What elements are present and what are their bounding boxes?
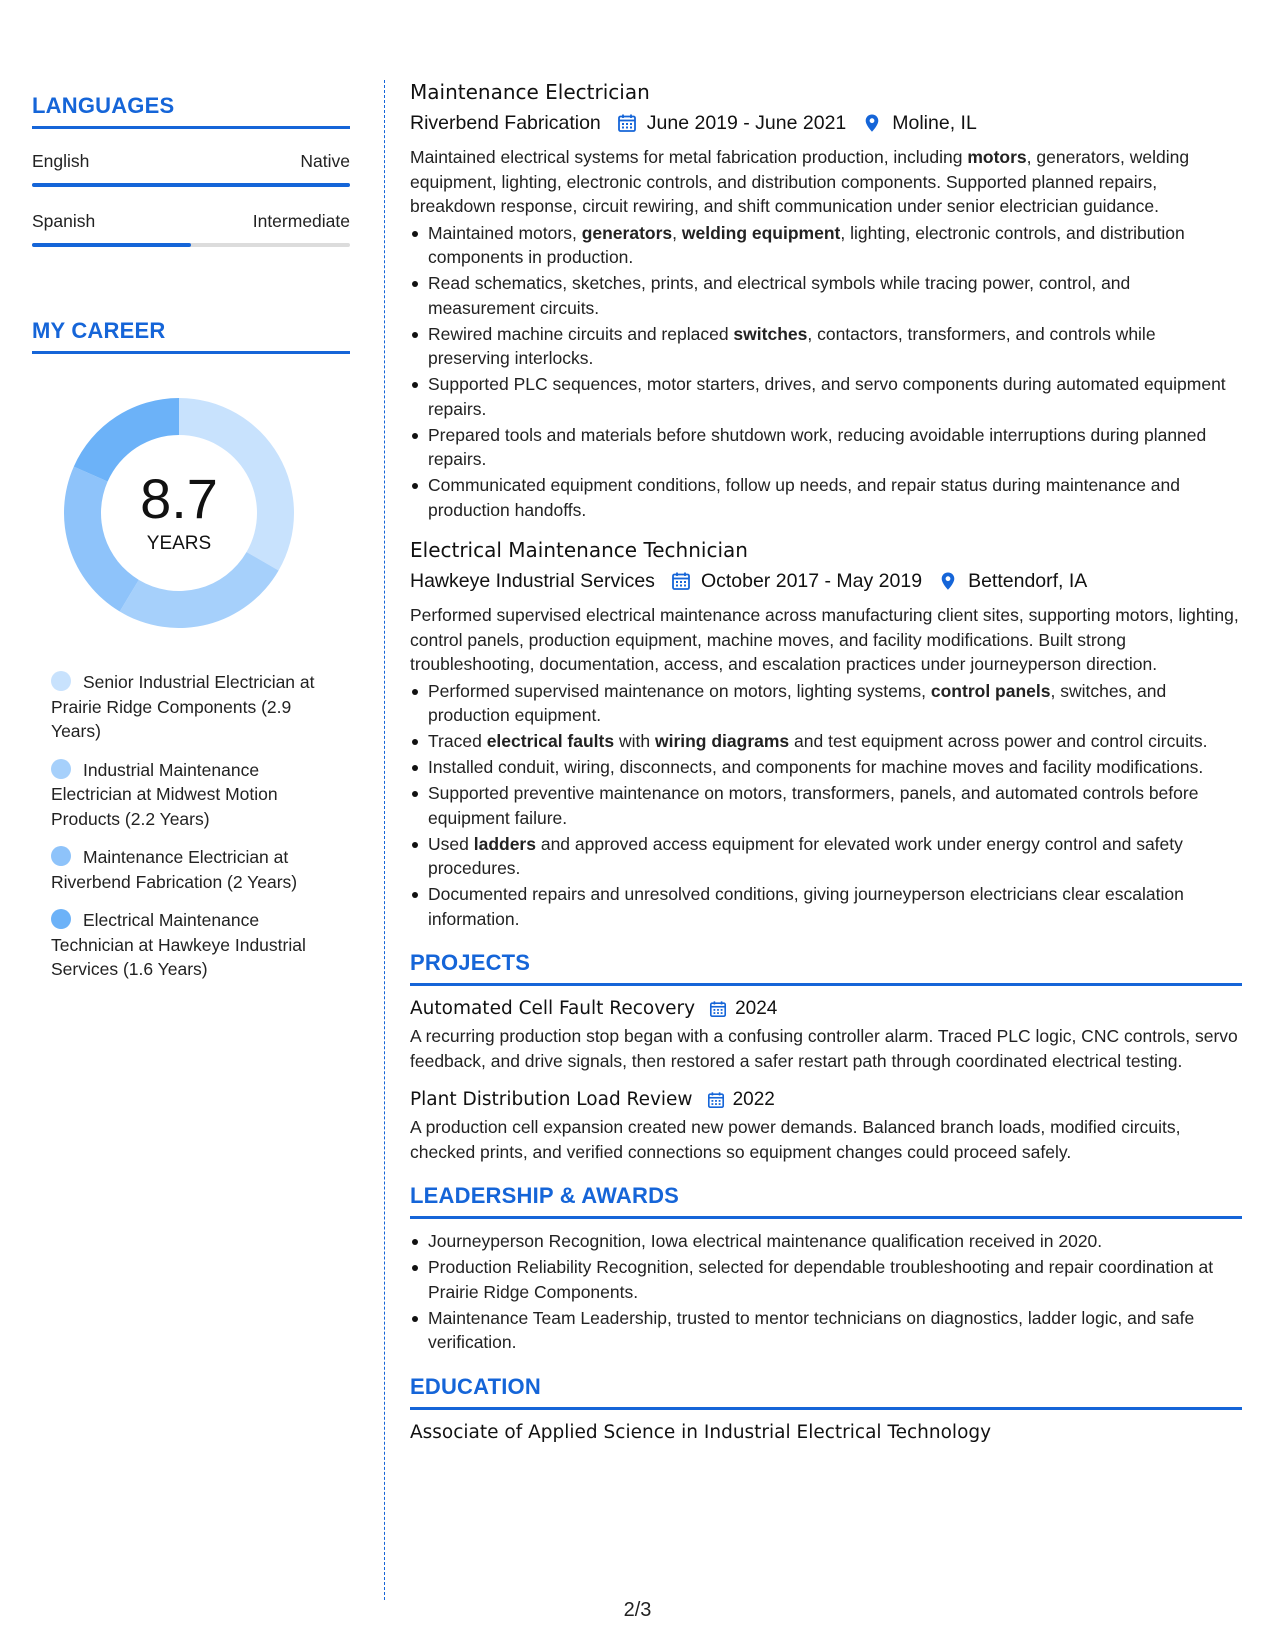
job-bullet: Used ladders and approved access equipment for elevated work under energy control and safety procedures.	[428, 832, 1242, 881]
career-legend-item	[51, 845, 331, 894]
career-legend-label: Senior Industrial Electrician at Prairie Ridge Components (2.9 Years)	[51, 672, 315, 741]
calendar-icon	[709, 1000, 727, 1018]
legend-dot-icon	[51, 909, 71, 929]
awards-section	[410, 1182, 1242, 1355]
job-bullet: Prepared tools and materials before shutdown work, reducing avoidable interruptions during planned repairs.	[428, 423, 1242, 472]
language-proficiency-fill	[32, 243, 191, 247]
language-item	[32, 149, 350, 187]
award-item: Journeyperson Recognition, Iowa electrical maintenance qualification received in 2020.	[428, 1229, 1242, 1254]
calendar-icon	[707, 1091, 725, 1109]
job-title: Maintenance Electrician	[410, 80, 650, 104]
project-item	[410, 996, 1242, 1073]
calendar-icon	[617, 113, 637, 133]
language-proficiency-bar	[32, 243, 350, 247]
legend-dot-icon	[51, 759, 71, 779]
page-number: 2/3	[623, 1599, 652, 1621]
language-item	[32, 209, 350, 247]
job-location: Bettendorf, IA	[968, 570, 1088, 592]
job-summary: Performed supervised electrical maintenance across manufacturing client sites, supporting motors, lighting, control panels, production equipment, machine moves, and facility modifications. Built strong troubleshooting, documentation, access, and escalation practices under journeyperson direction.	[410, 605, 1239, 674]
career-heading-rule	[32, 351, 350, 354]
career-legend-label: Industrial Maintenance Electrician at Midwest Motion Products (2.2 Years)	[51, 759, 278, 829]
award-item: Maintenance Team Leadership, trusted to mentor technicians on diagnostics, ladder logic, and safe verification.	[428, 1306, 1242, 1355]
career-legend	[51, 670, 331, 982]
project-name: Plant Distribution Load Review	[410, 1089, 693, 1110]
career-legend-label: Maintenance Electrician at Riverbend Fabrication (2 Years)	[51, 847, 298, 892]
language-name: Spanish	[32, 211, 96, 231]
legend-dot-icon	[51, 846, 71, 866]
job-company: Riverbend Fabrication	[410, 112, 601, 134]
education-heading: EDUCATION	[410, 1373, 541, 1399]
career-donut-center	[64, 398, 294, 628]
job-bullet: Performed supervised maintenance on motors, lighting systems, control panels, switches, and production equipment.	[428, 679, 1242, 728]
legend-dot-icon	[51, 671, 71, 691]
project-year: 2024	[735, 998, 778, 1019]
language-name: English	[32, 151, 90, 171]
job-location: Moline, IL	[892, 112, 977, 134]
job-dates: June 2019 - June 2021	[646, 112, 847, 134]
awards-list	[428, 1229, 1242, 1355]
job-bullet: Supported PLC sequences, motor starters, drives, and servo components during automated equipment repairs.	[428, 372, 1242, 421]
language-proficiency-fill	[32, 183, 350, 187]
project-description: A recurring production stop began with a confusing controller alarm. Traced PLC logic, CNC controls, servo feedback, and drive signals, then restored a safer restart path through coordinated electrical testing.	[410, 1026, 1238, 1071]
languages-heading-rule	[32, 126, 350, 129]
job-bullet: Maintained motors, generators, welding equipment, lighting, electronic controls, and distribution components in production.	[428, 221, 1242, 270]
language-level: Intermediate	[252, 211, 350, 231]
job-summary: Maintained electrical systems for metal fabrication production, including motors, generators, welding equipment, lighting, electronic controls, and distribution components. Supported planned repairs, breakdown response, circuit rewiring, and shift communication under senior electrician guidance.	[410, 147, 1190, 216]
column-divider	[384, 80, 385, 1600]
education-section	[410, 1373, 1242, 1446]
job-meta	[410, 567, 1242, 595]
projects-heading: PROJECTS	[410, 950, 531, 975]
language-proficiency-bar	[32, 183, 350, 187]
projects-heading-rule	[410, 983, 1242, 986]
project-year: 2022	[732, 1089, 775, 1110]
job-bullet: Documented repairs and unresolved conditions, giving journeyperson electricians clear escalation information.	[428, 882, 1242, 931]
job-dates: October 2017 - May 2019	[700, 570, 923, 592]
job-entry	[410, 78, 1242, 522]
job-bullets	[428, 679, 1242, 932]
job-bullet: Rewired machine circuits and replaced switches, contactors, transformers, and controls while preserving interlocks.	[428, 322, 1242, 371]
project-item	[410, 1087, 1242, 1164]
career-legend-item	[51, 670, 331, 744]
career-total-years: 8.7	[140, 467, 218, 530]
job-bullet: Traced electrical faults with wiring diagrams and test equipment across power and control circuits.	[428, 729, 1242, 754]
languages-heading: LANGUAGES	[32, 93, 175, 118]
job-title: Electrical Maintenance Technician	[410, 538, 748, 562]
location-pin-icon	[938, 571, 958, 591]
language-level: Native	[300, 151, 350, 171]
job-bullet: Installed conduit, wiring, disconnects, and components for machine moves and facility modifications.	[428, 755, 1242, 780]
project-name: Automated Cell Fault Recovery	[410, 998, 696, 1019]
career-legend-item	[51, 908, 331, 982]
job-meta	[410, 109, 1242, 137]
job-bullet: Read schematics, sketches, prints, and electrical symbols while tracing power, control, and measurement circuits.	[428, 271, 1242, 320]
main-content	[410, 78, 1242, 1446]
career-legend-item	[51, 758, 331, 832]
calendar-icon	[671, 571, 691, 591]
career-donut-chart	[64, 398, 294, 628]
sidebar	[32, 92, 350, 996]
job-bullets	[428, 221, 1242, 523]
education-degree: Associate of Applied Science in Industrial Electrical Technology	[410, 1421, 992, 1443]
awards-heading: LEADERSHIP & AWARDS	[410, 1183, 680, 1208]
awards-heading-rule	[410, 1216, 1242, 1219]
location-pin-icon	[862, 113, 882, 133]
career-total-unit: YEARS	[146, 533, 212, 554]
project-description: A production cell expansion created new power demands. Balanced branch loads, modified circuits, checked prints, and verified connections so equipment changes could proceed safely.	[410, 1117, 1181, 1162]
job-bullet: Supported preventive maintenance on motors, transformers, panels, and automated controls before equipment failure.	[428, 781, 1242, 830]
career-heading: MY CAREER	[32, 318, 166, 343]
job-company: Hawkeye Industrial Services	[410, 570, 655, 592]
education-heading-rule	[410, 1407, 1242, 1410]
job-bullet: Communicated equipment conditions, follow up needs, and repair status during maintenance and production handoffs.	[428, 473, 1242, 522]
career-legend-label: Electrical Maintenance Technician at Hawkeye Industrial Services (1.6 Years)	[51, 910, 306, 979]
projects-section	[410, 949, 1242, 1164]
award-item: Production Reliability Recognition, selected for dependable troubleshooting and repair coordination at Prairie Ridge Components.	[428, 1255, 1242, 1304]
job-entry	[410, 536, 1242, 931]
